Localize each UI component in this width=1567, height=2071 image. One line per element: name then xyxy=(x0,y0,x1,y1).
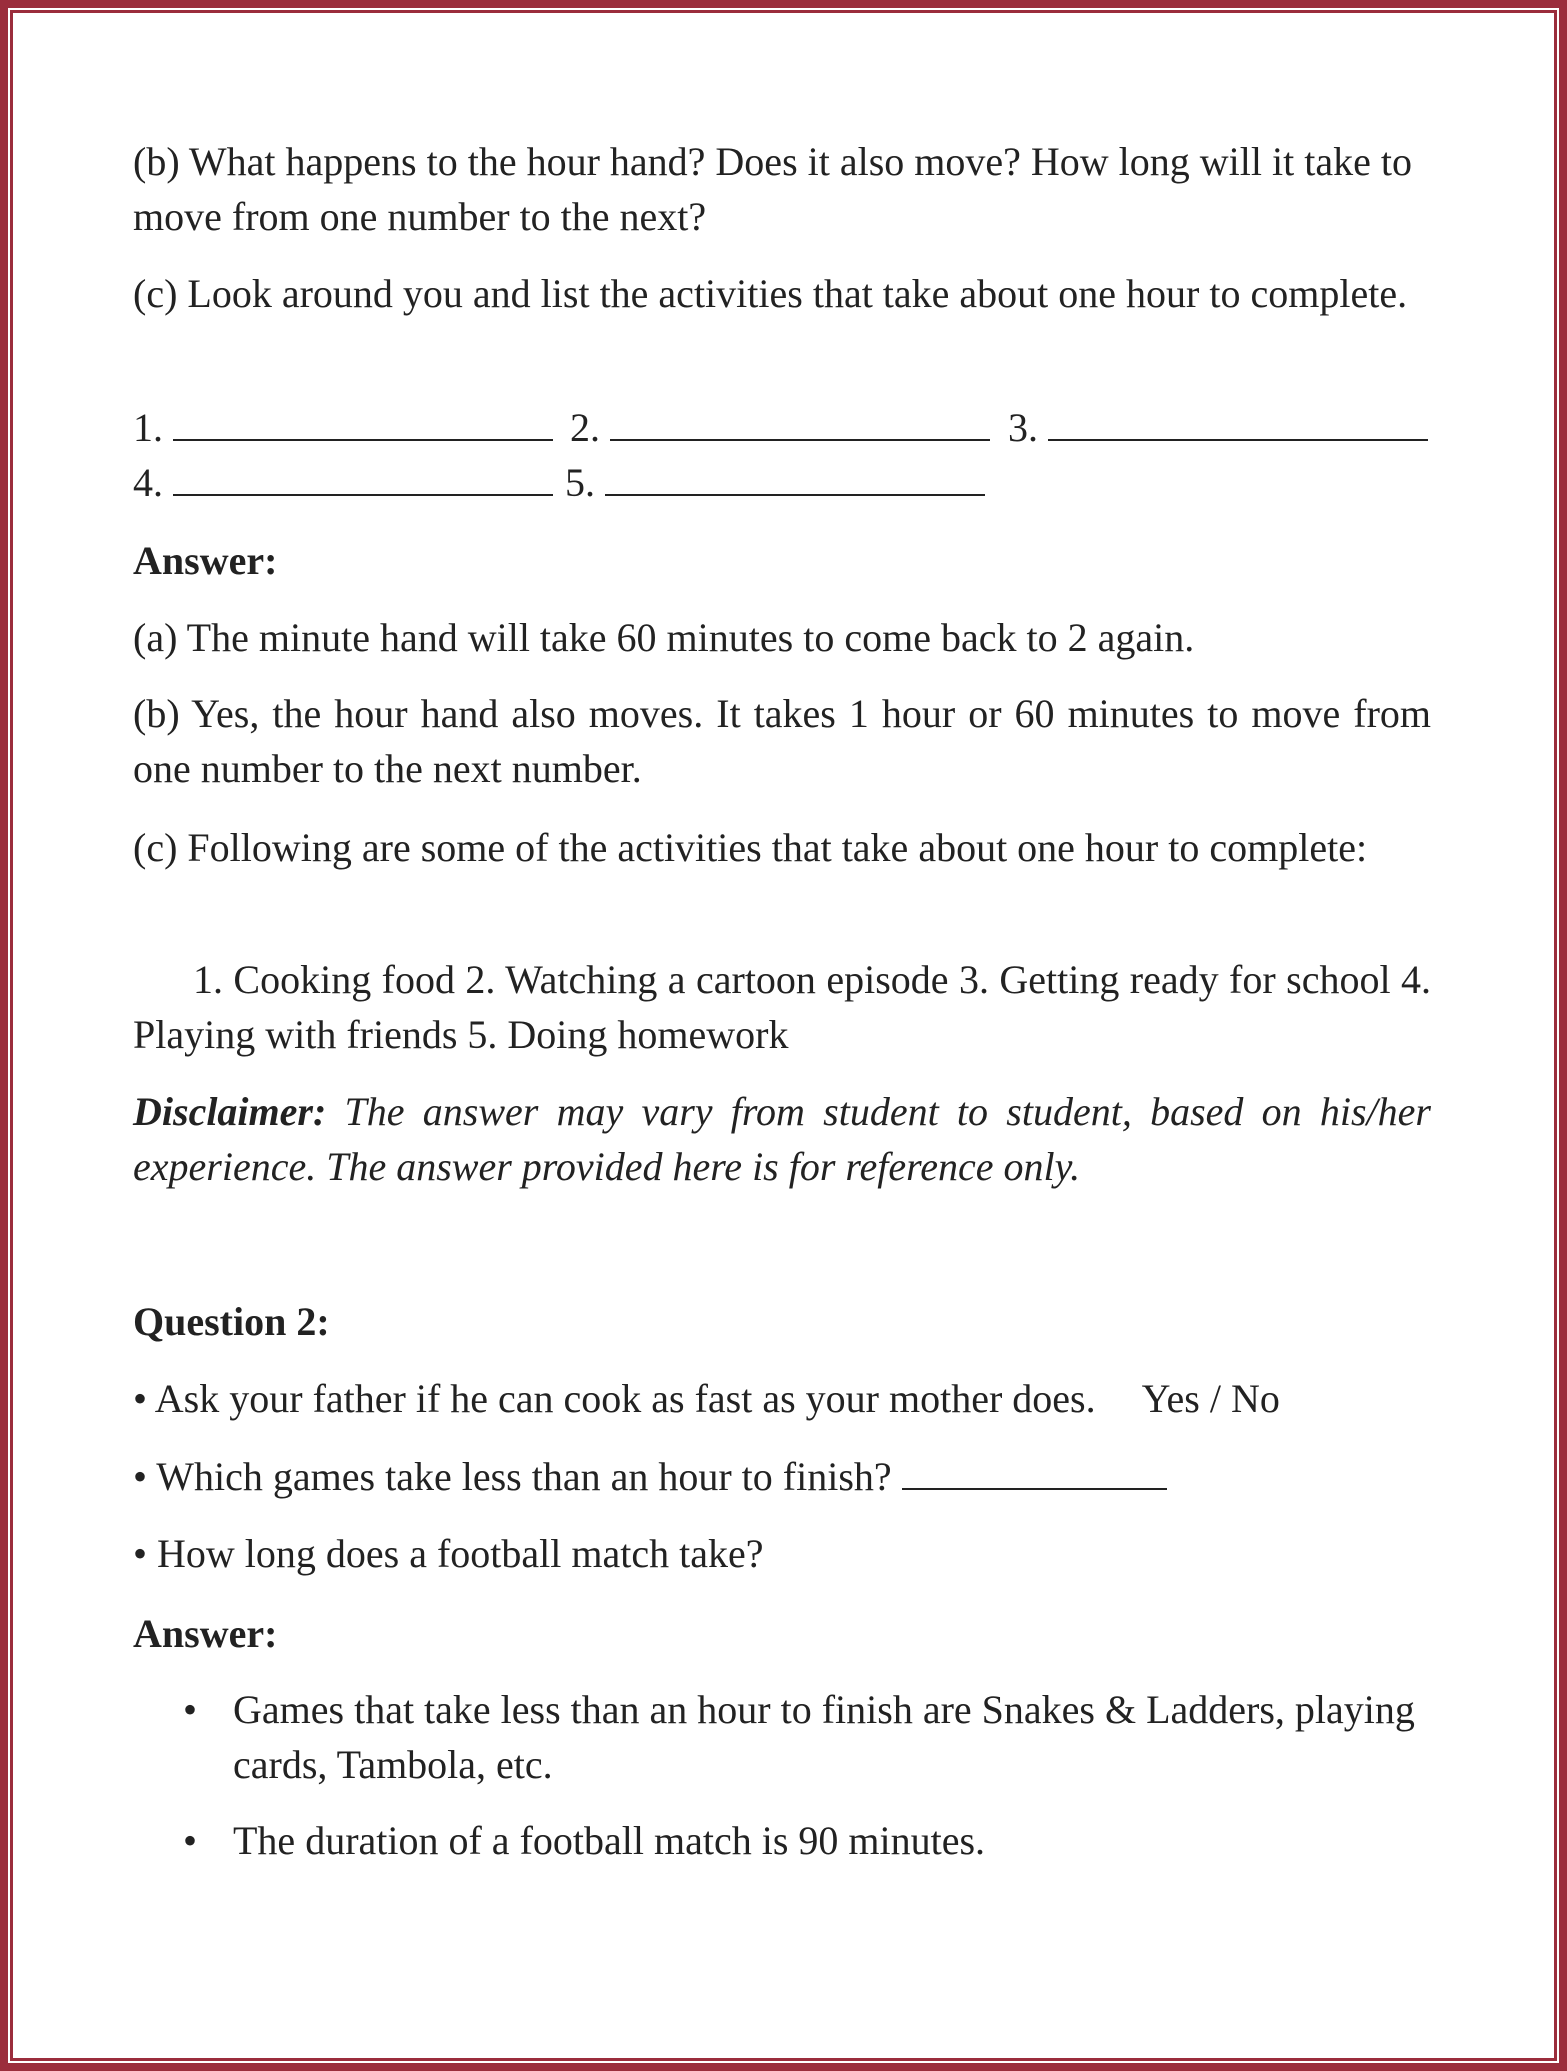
yes-no-choice: Yes / No xyxy=(1141,1376,1280,1421)
bullet-icon: • xyxy=(183,1818,198,1863)
answer-2-heading: Answer: xyxy=(133,1611,278,1656)
bullet-text: • Ask your father if he can cook as fast as your mother does. xyxy=(133,1376,1096,1421)
question-part-b: (b) What happens to the hour hand? Does it also move? How long will it take to move from one number to the next? xyxy=(133,139,1412,239)
answer-b: (b) Yes, the hour hand also moves. It takes 1 hour or 60 minutes to move from one number to the next number. xyxy=(133,691,1431,791)
blank-row-2 xyxy=(133,455,1431,510)
blank-field-2[interactable] xyxy=(610,403,990,441)
answer-a: (a) The minute hand will take 60 minutes to come back to 2 again. xyxy=(133,615,1195,660)
question-2-bullet-1 xyxy=(133,1371,1280,1426)
blank-field-3[interactable] xyxy=(1048,403,1428,441)
answer-2-item-1: Games that take less than an hour to finish are Snakes & Ladders, playing cards, Tambola, etc. xyxy=(233,1687,1415,1787)
bullet-text: • Which games take less than an hour to finish? xyxy=(133,1454,892,1499)
blank-label: 5. xyxy=(565,460,595,505)
disclaimer-text: The answer may vary from student to student, based on his/her experience. The answer provided here is for reference only. xyxy=(133,1089,1431,1189)
blank-field-4[interactable] xyxy=(173,458,553,496)
answer-c: (c) Following are some of the activities that take about one hour to complete: xyxy=(133,825,1368,870)
bullet-icon: • xyxy=(183,1687,198,1732)
question-2-heading: Question 2: xyxy=(133,1299,330,1344)
answer-c-list: 1. Cooking food 2. Watching a cartoon episode 3. Getting ready for school 4. Playing with friends 5. Doing homework xyxy=(133,957,1431,1057)
blank-field-1[interactable] xyxy=(173,403,553,441)
answer-heading: Answer: xyxy=(133,538,278,583)
blank-row-1 xyxy=(133,400,1431,455)
question-2-bullet-3: • How long does a football match take? xyxy=(133,1531,764,1576)
blank-label: 1. xyxy=(133,405,163,450)
blank-label: 2. xyxy=(570,405,600,450)
disclaimer xyxy=(133,1084,1431,1194)
games-blank-field[interactable] xyxy=(902,1452,1167,1490)
blank-label: 3. xyxy=(1008,405,1038,450)
question-part-c: (c) Look around you and list the activities that take about one hour to complete. xyxy=(133,271,1408,316)
disclaimer-label: Disclaimer: xyxy=(133,1089,327,1134)
answer-2-item-2: The duration of a football match is 90 minutes. xyxy=(233,1818,986,1863)
question-2-bullet-2 xyxy=(133,1449,1167,1504)
blank-label: 4. xyxy=(133,460,163,505)
blank-field-5[interactable] xyxy=(605,458,985,496)
